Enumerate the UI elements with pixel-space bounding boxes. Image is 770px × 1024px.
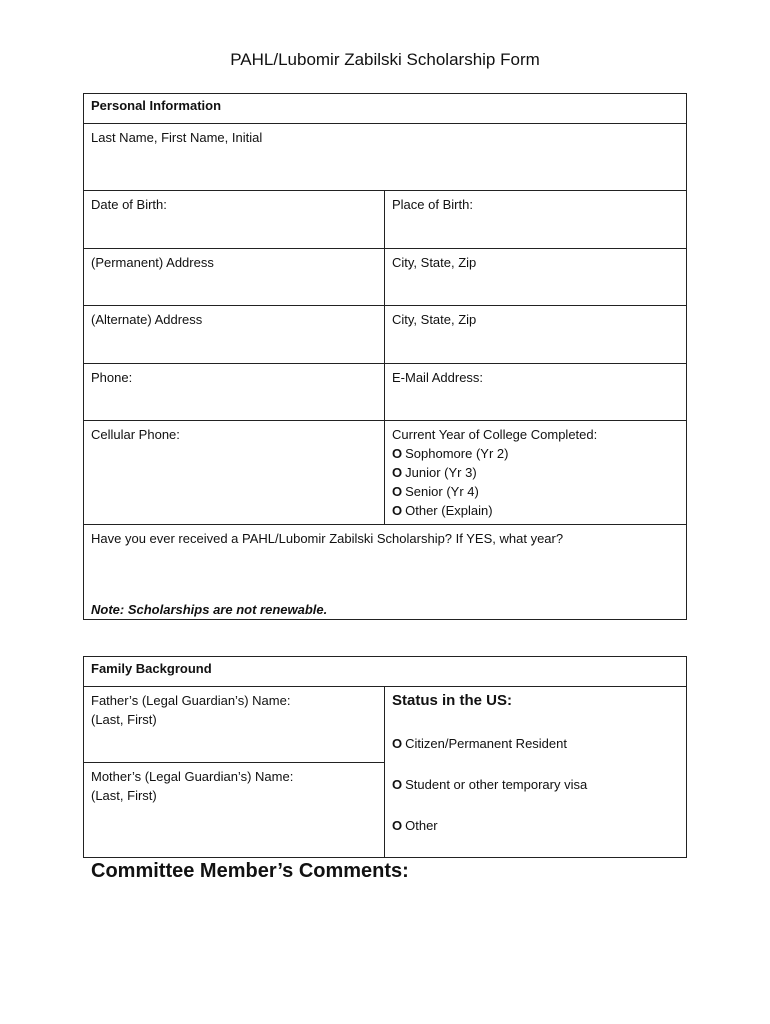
place-of-birth-field[interactable] <box>385 191 687 249</box>
alternate-city-state-zip-label: City, State, Zip <box>392 312 477 327</box>
cellular-phone-field[interactable] <box>84 421 385 525</box>
phone-label: Phone: <box>91 370 133 385</box>
mother-name-sub: (Last, First) <box>91 788 157 803</box>
email-field[interactable] <box>385 364 687 421</box>
date-of-birth-label: Date of Birth: <box>91 197 167 212</box>
personal-information-heading: Personal Information <box>84 94 687 124</box>
radio-icon[interactable]: O <box>392 465 403 480</box>
radio-icon[interactable]: O <box>392 446 403 461</box>
status-option-visa[interactable]: O Student or other temporary visa <box>392 777 588 792</box>
permanent-address-field[interactable] <box>84 249 385 306</box>
full-name-field[interactable] <box>84 124 687 191</box>
prior-scholarship-field[interactable] <box>84 525 687 620</box>
family-background-heading: Family Background <box>84 657 687 687</box>
radio-icon[interactable]: O <box>392 484 403 499</box>
permanent-city-state-zip-label: City, State, Zip <box>392 255 477 270</box>
place-of-birth-label: Place of Birth: <box>392 197 473 212</box>
father-name-field[interactable] <box>84 687 385 763</box>
radio-icon[interactable]: O <box>392 736 403 751</box>
radio-icon[interactable]: O <box>392 818 403 833</box>
year-option-senior[interactable]: O Senior (Yr 4) <box>392 484 479 499</box>
father-name-sub: (Last, First) <box>91 712 157 727</box>
mother-name-label: Mother’s (Legal Guardian’s) Name: <box>91 769 294 784</box>
permanent-city-state-zip-field[interactable] <box>385 249 687 306</box>
status-option-other[interactable]: O Other <box>392 818 438 833</box>
alternate-address-label: (Alternate) Address <box>91 312 203 327</box>
mother-name-field[interactable] <box>84 763 385 858</box>
alternate-address-field[interactable] <box>84 306 385 364</box>
cellular-phone-label: Cellular Phone: <box>91 427 180 442</box>
father-name-label: Father’s (Legal Guardian’s) Name: <box>91 693 291 708</box>
year-option-junior[interactable]: O Junior (Yr 3) <box>392 465 477 480</box>
phone-field[interactable] <box>84 364 385 421</box>
renewal-note: Note: Scholarships are not renewable. <box>91 602 328 617</box>
committee-comments-heading: Committee Member’s Comments: <box>91 860 409 882</box>
us-status-field <box>385 687 687 858</box>
college-year-field <box>385 421 687 525</box>
radio-icon[interactable]: O <box>392 503 403 518</box>
date-of-birth-field[interactable] <box>84 191 385 249</box>
year-option-other[interactable]: O Other (Explain) <box>392 503 493 518</box>
email-label: E-Mail Address: <box>392 370 484 385</box>
radio-icon[interactable]: O <box>392 777 403 792</box>
college-year-label: Current Year of College Completed: <box>392 427 598 442</box>
form-title: PAHL/Lubomir Zabilski Scholarship Form <box>230 50 540 69</box>
personal-information-table <box>83 93 687 620</box>
full-name-label: Last Name, First Name, Initial <box>91 130 263 145</box>
family-background-table <box>83 656 687 858</box>
us-status-title: Status in the US: <box>392 692 513 709</box>
permanent-address-label: (Permanent) Address <box>91 255 214 270</box>
year-option-sophomore[interactable]: O Sophomore (Yr 2) <box>392 446 509 461</box>
prior-scholarship-question: Have you ever received a PAHL/Lubomir Zabilski Scholarship? If YES, what year? <box>91 531 564 546</box>
alternate-city-state-zip-field[interactable] <box>385 306 687 364</box>
status-option-citizen[interactable]: O Citizen/Permanent Resident <box>392 736 567 751</box>
